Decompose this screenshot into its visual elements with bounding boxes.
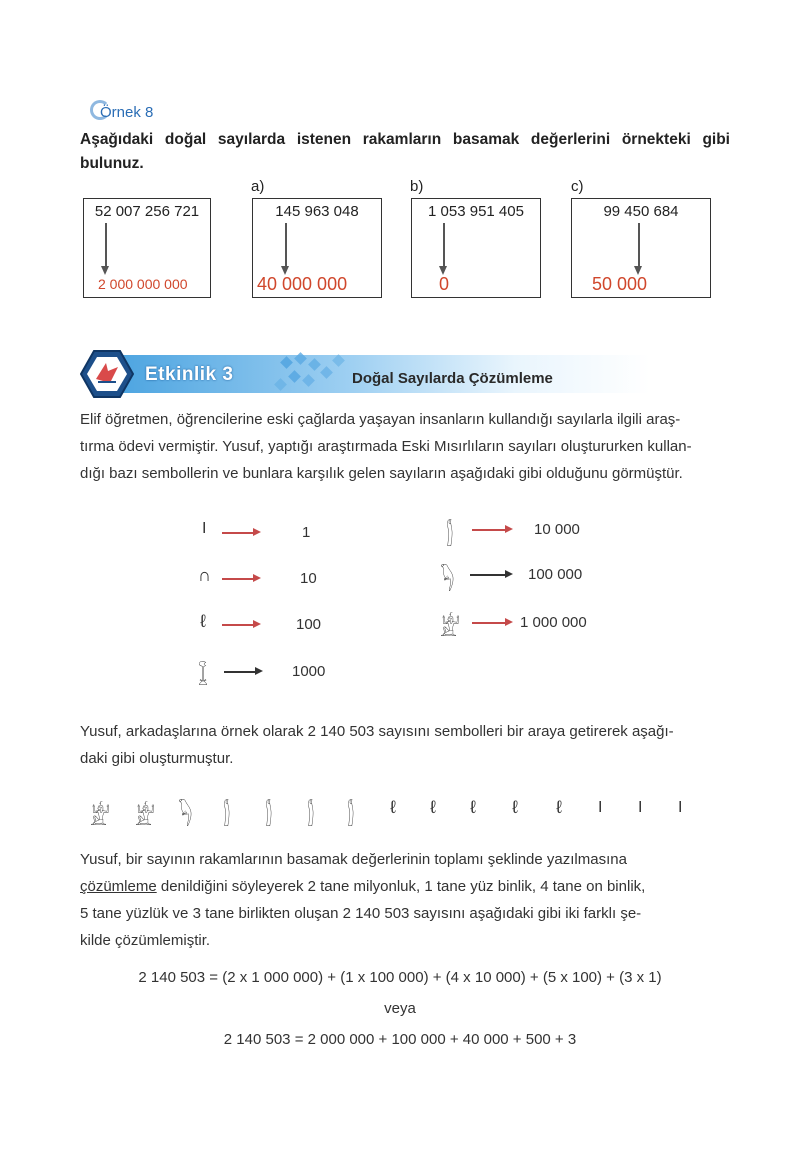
right-arrow-icon — [222, 578, 254, 580]
right-arrow-icon — [470, 574, 506, 576]
example-instruction: Aşağıdaki doğal sayılarda istenen rakamların basamak değerlerini örnekteki gibi bulunuz. — [80, 131, 730, 172]
coil-rope-icon: ℓ — [430, 797, 436, 817]
stroke-icon: I — [202, 520, 207, 537]
finger-icon: 𓂭 — [446, 521, 454, 546]
symbol-sequence — [90, 793, 710, 833]
case-letter-a: a) — [251, 178, 265, 195]
symbol-row — [198, 565, 338, 590]
decomp-line: 5 tane yüzlük ve 3 tane birlikten oluşan 2 140 503 sayısını aşağıdaki gibi iki farklı şe- — [80, 905, 642, 922]
symbol-value: 1000 — [292, 663, 326, 680]
symbol-row — [198, 611, 338, 636]
heh-god-icon: 𓁨 — [135, 804, 156, 831]
stroke-icon: I — [678, 799, 683, 816]
down-arrow-icon — [285, 223, 287, 267]
coil-rope-icon: ℓ — [512, 797, 518, 817]
coil-rope-icon: ℓ — [390, 797, 396, 817]
heh-god-icon: 𓁨 — [90, 804, 111, 831]
decomp-line-rest: denildiğini söyleyerek 2 tane milyonluk, 1 tane yüz binlik, 4 tane on binlik, — [156, 878, 646, 895]
stroke-icon: I — [638, 799, 643, 816]
example-paragraph — [80, 718, 725, 772]
symbol-row — [198, 522, 338, 544]
intro-paragraph — [80, 406, 725, 487]
case-box-c — [571, 198, 711, 298]
case-box-b — [411, 198, 541, 298]
case-number: 145 963 048 — [275, 203, 359, 220]
case-number: 1 053 951 405 — [428, 203, 524, 220]
equation-or: veya — [384, 1000, 416, 1017]
activity-title: Doğal Sayılarda Çözümleme — [352, 370, 553, 387]
symbol-row — [198, 661, 338, 688]
case-result: 50 000 — [592, 274, 648, 294]
case-result: 40 000 000 — [257, 274, 348, 294]
decomp-line — [80, 873, 725, 900]
symbol-row — [440, 519, 600, 546]
coil-rope-icon: ℓ — [556, 797, 562, 817]
symbol-row — [440, 564, 600, 591]
equation-sum: 2 140 503 = 2 000 000 + 100 000 + 40 000 + 500 + 3 — [223, 1031, 577, 1048]
case-result: 0 — [439, 274, 450, 294]
right-arrow-icon — [472, 622, 506, 624]
example-title: Örnek 8 — [90, 100, 153, 121]
symbol-value: 100 000 — [528, 566, 583, 583]
case-number: 99 450 684 — [603, 203, 679, 220]
symbol-value: 10 — [300, 570, 317, 587]
right-arrow-icon — [224, 671, 256, 673]
down-arrow-icon — [443, 223, 445, 267]
decomp-line: Yusuf, bir sayının rakamlarının basamak değerlerinin toplamı şeklinde yazılmasına — [80, 851, 627, 868]
symbol-row — [440, 612, 610, 642]
symbol-value: 1 — [302, 524, 311, 541]
activity-hexagon-icon — [80, 349, 134, 399]
coil-rope-icon: ℓ — [470, 797, 476, 817]
symbol-value: 1 000 000 — [520, 614, 587, 631]
heh-god-icon: 𓁨 — [440, 615, 461, 642]
case-number: 52 007 256 721 — [94, 203, 200, 220]
activity-label: Etkinlik 3 — [145, 364, 234, 385]
heel-bone-icon: ∩ — [198, 565, 211, 585]
down-arrow-icon — [638, 223, 640, 267]
equation-expanded: 2 140 503 = (2 x 1 000 000) + (1 x 100 000) + (4 x 10 000) + (5 x 100) + (3 x 1) — [138, 969, 662, 986]
finger-icon: 𓂭 — [307, 801, 315, 826]
finger-icon: 𓂭 — [223, 801, 231, 826]
case-result: 2 000 000 000 — [98, 276, 188, 292]
intro-line: Elif öğretmen, öğrencilerine eski çağlarda yaşayan insanların kullandığı sayılarla ilgili araş- — [80, 411, 681, 428]
intro-line: tırma ödevi vermiştir. Yusuf, yaptığı araştırmada Eski Mısırlıların sayıları oluştururken kullan- — [80, 438, 692, 455]
right-arrow-icon — [472, 529, 506, 531]
case-box-a — [252, 198, 382, 298]
down-arrow-icon — [105, 223, 107, 267]
example-line: Yusuf, arkadaşlarına örnek olarak 2 140 503 sayısını sembolleri bir araya getirerek aşağı- — [80, 723, 674, 740]
right-arrow-icon — [222, 624, 254, 626]
right-arrow-icon — [222, 532, 254, 534]
symbol-value: 10 000 — [534, 521, 580, 538]
symbol-value: 100 — [296, 616, 322, 633]
finger-icon: 𓂭 — [265, 801, 273, 826]
stroke-icon: I — [598, 799, 603, 816]
tadpole-icon: 𓆐 — [178, 801, 193, 826]
case-letter-b: b) — [410, 178, 424, 195]
case-letter-c: c) — [571, 178, 584, 195]
tadpole-icon: 𓆐 — [440, 566, 455, 591]
coil-rope-icon: ℓ — [200, 611, 206, 631]
decomposition-paragraph — [80, 846, 725, 954]
term-cozumleme: çözümleme — [80, 878, 157, 895]
example-line: daki gibi oluşturmuştur. — [80, 750, 234, 767]
intro-line: dığı bazı sembollerin ve bunlara karşılık gelen sayıların aşağıdaki gibi olduğunu görmüştür. — [80, 465, 683, 482]
lotus-icon: 𓆼 — [198, 663, 208, 688]
finger-icon: 𓂭 — [347, 801, 355, 826]
case-box-example — [83, 198, 211, 298]
decomp-line: kilde çözümlemiştir. — [80, 932, 211, 949]
